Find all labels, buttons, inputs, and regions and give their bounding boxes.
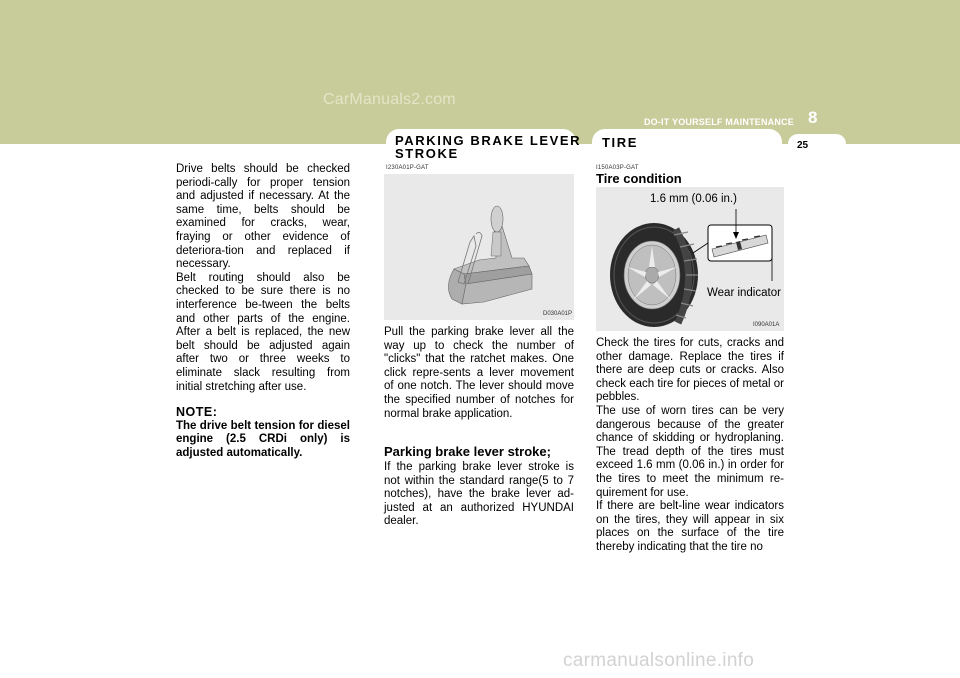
tire-wear-illustration: [596, 187, 784, 331]
tread-depth-label: 1.6 mm (0.06 in.): [650, 193, 737, 205]
tire-condition-subhead: Tire condition: [596, 171, 682, 186]
middle-column: [384, 326, 574, 421]
tire-figure: [596, 187, 784, 331]
tire-paragraph-3: If there are belt-line wear indicators on the tires, they will appear in six places on the surface of the tire thereby indicating that the tire no: [596, 500, 784, 553]
middle-column-lower: [384, 461, 574, 529]
parking-brake-lever-illustration: [384, 174, 574, 320]
tire-paragraph-1: Check the tires for cuts, cracks and other damage. Replace the tires if there are deep cuts or cracks. Also check each tire for pieces of metal or pebbles.: [596, 337, 784, 404]
figure-code-tire: I090A01A: [753, 322, 780, 328]
section-code-tire: I150A03P-GAT: [596, 165, 639, 171]
drive-belt-paragraph-2: Belt routing should also be checked to be sure there is no interference be-tween the belts and other parts of the engine. After a belt is replaced, the new belt should be adjusted again after two or three weeks to eliminate slack resulting from initial stretching after use.: [176, 271, 350, 393]
note-title: NOTE:: [176, 405, 218, 420]
note-body: The drive belt tension for diesel engine (2.5 CRDi only) is adjusted automatically.: [176, 419, 350, 459]
parking-brake-paragraph-2: If the parking brake lever stroke is not within the standard range(5 to 7 notches), have the brake lever ad-justed at an authorized HYUNDAI dealer.: [384, 461, 574, 528]
figure-code-parking-brake: D030A01P: [543, 311, 573, 317]
watermark-top[interactable]: CarManuals2.com: [323, 91, 456, 108]
wear-indicator-label: Wear indicator: [707, 287, 781, 299]
watermark-bottom[interactable]: carmanualsonline.info: [563, 650, 755, 671]
chapter-number: 8: [808, 108, 818, 127]
drive-belt-paragraph-1: Drive belts should be checked periodi-cally for proper tension and adjusted if necessary. At the same time, belts should be examined for cracks, wear, fraying or other evidence of deteriora-tion and replaced if necessary.: [176, 163, 350, 271]
tire-paragraph-2: The use of worn tires can be very dangerous because of the greater chance of skidding or hydroplaning. The tread depth of the tires must exceed 1.6 mm (0.06 in.) in order for the tires to meet the minimum re-quirement for use.: [596, 404, 784, 499]
parking-brake-figure: [384, 174, 574, 320]
section-code-parking-brake: I230A01P-GAT: [386, 165, 429, 171]
page-number: 25: [797, 140, 809, 151]
parking-brake-paragraph-1: Pull the parking brake lever all the way up to check the number of "clicks" that the ratchet makes. One click repre-sents a lever movement of one notch. The lever should move the specified number of notches for normal brake application.: [384, 326, 574, 420]
left-column: [176, 163, 350, 460]
tab-title-tire: TIRE: [602, 135, 639, 150]
parking-brake-subhead: Parking brake lever stroke;: [384, 444, 551, 459]
section-label: DO-IT YOURSELF MAINTENANCE: [643, 117, 794, 127]
right-column: [596, 337, 784, 555]
tab-title-parking-brake-line1: PARKING BRAKE LEVER: [395, 133, 582, 148]
tab-title-parking-brake-line2: STROKE: [395, 146, 459, 161]
